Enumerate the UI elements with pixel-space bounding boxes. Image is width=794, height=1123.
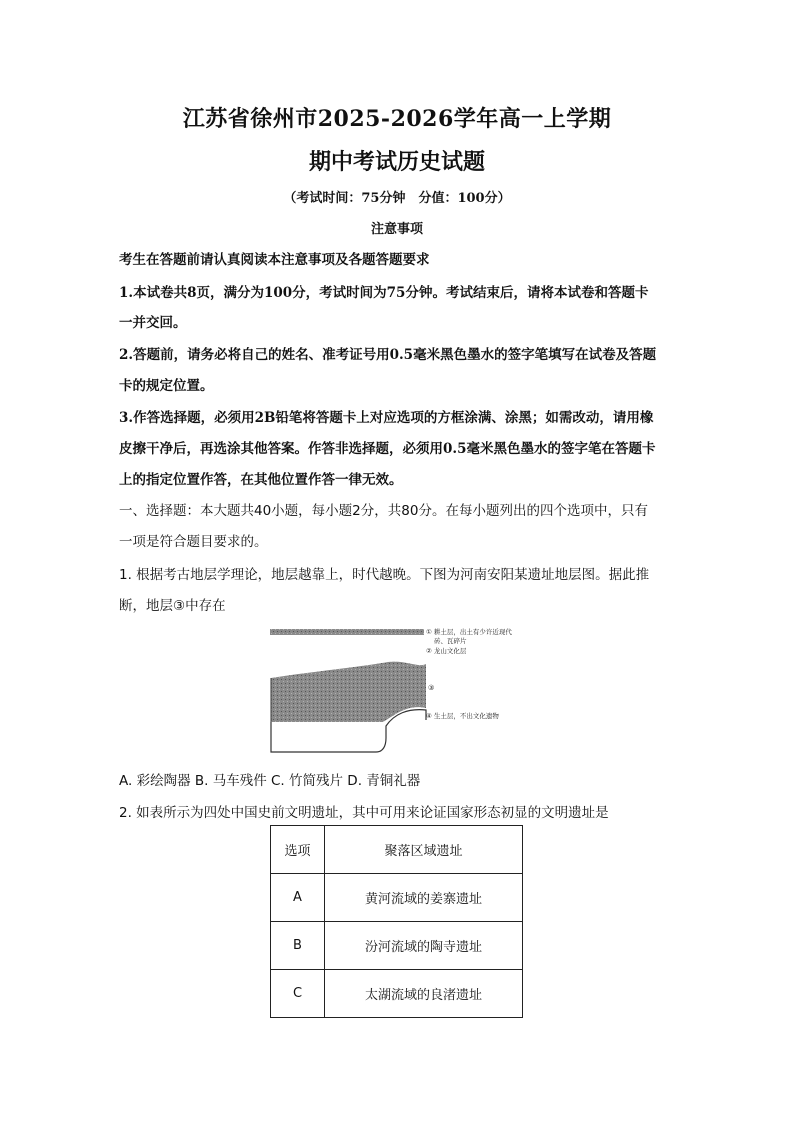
strata-label: ② 龙山文化层	[426, 647, 467, 655]
layer-1-topsoil	[270, 629, 424, 635]
notice-heading: 注意事项	[370, 222, 423, 237]
exam-title-line2: 期中考试历史试题	[308, 149, 485, 175]
table-row	[271, 970, 523, 1018]
exam-meta: （考试时间：75分钟 分值：100分）	[283, 191, 511, 206]
sites-table	[270, 825, 523, 1018]
strata-label: ④ 生土层，不出文化遗物	[426, 712, 499, 720]
table-header-row	[271, 826, 523, 874]
notice-line: 上的指定位置作答，在其他位置作答一律无效。	[119, 472, 403, 488]
table-row	[271, 874, 523, 922]
table-header-cell: 选项	[271, 826, 325, 874]
table-cell: C	[271, 970, 325, 1018]
notice-intro: 考生在答题前请认真阅读本注意事项及各题答题要求	[119, 252, 430, 268]
table-cell: 汾河流域的陶寺遗址	[325, 922, 523, 970]
q2-stem: 2. 如表所示为四处中国史前文明遗址，其中可用来论证国家形态初显的文明遗址是	[119, 805, 609, 821]
table-header-cell: 聚落区域遗址	[325, 826, 523, 874]
section-heading-cont: 一项是符合题目要求的。	[119, 534, 268, 550]
table-row	[271, 922, 523, 970]
strata-label: 砖、瓦碎片	[434, 637, 467, 645]
table-cell: 黄河流域的姜寨遗址	[325, 874, 523, 922]
strata-diagram	[268, 626, 518, 754]
notice-line: 1.本试卷共8页，满分为100分，考试时间为75分钟。考试结束后，请将本试卷和答题卡	[119, 285, 649, 301]
exam-title-line1: 江苏省徐州市2025-2026学年高一上学期	[182, 106, 612, 132]
notice-line: 3.作答选择题，必须用2B铅笔将答题卡上对应选项的方框涂满、涂黑；如需改动，请用橡	[119, 410, 654, 426]
q1-stem: 1. 根据考古地层学理论，地层越靠上，时代越晚。下图为河南安阳某遗址地层图。据此推	[119, 567, 650, 583]
notice-line: 皮擦干净后，再选涂其他答案。作答非选择题，必须用0.5毫米黑色墨水的签字笔在答题卡	[119, 441, 656, 457]
notice-line: 2.答题前，请务必将自己的姓名、准考证号用0.5毫米黑色墨水的签字笔填写在试卷及答题	[119, 347, 657, 363]
section-heading: 一、选择题：本大题共40小题，每小题2分，共80分。在每小题列出的四个选项中，只有	[119, 503, 648, 519]
strata-label: ③	[428, 684, 435, 692]
table-cell: A	[271, 874, 325, 922]
notice-line: 卡的规定位置。	[119, 378, 214, 394]
notice-line: 一并交回。	[119, 315, 187, 331]
q1-stem-cont: 断，地层③中存在	[119, 598, 226, 614]
table-cell: B	[271, 922, 325, 970]
strata-label: ① 耕土层，出土有少许近现代	[426, 628, 512, 636]
q1-options: A. 彩绘陶器 B. 马车残件 C. 竹简残片 D. 青铜礼器	[119, 773, 421, 789]
table-cell: 太湖流域的良渚遗址	[325, 970, 523, 1018]
